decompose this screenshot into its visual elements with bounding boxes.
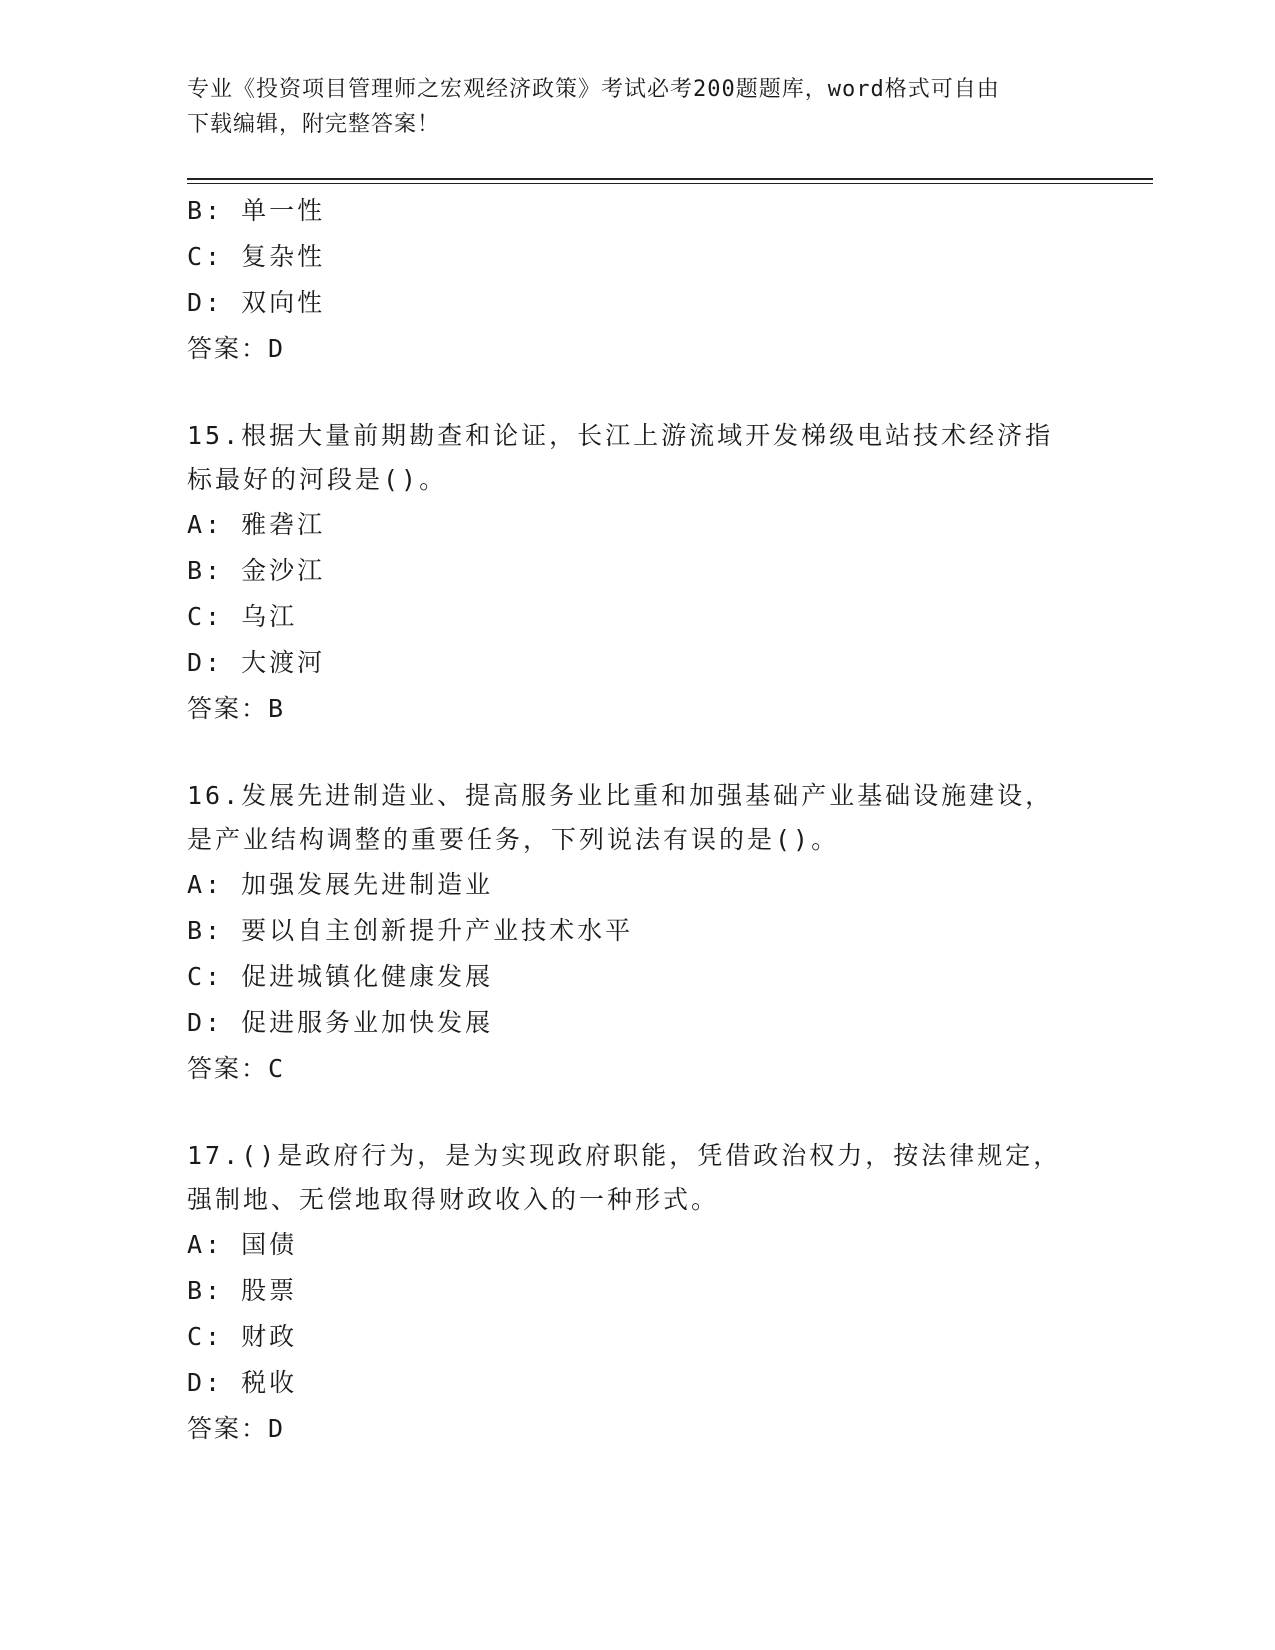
option-b: B: 金沙江	[187, 556, 326, 585]
question-block-16	[187, 774, 1087, 1092]
option-a: A: 雅砻江	[187, 510, 326, 539]
option-d: D: 税收	[187, 1368, 298, 1397]
answer-line: 答案：C	[187, 1054, 286, 1083]
option-d: D: 双向性	[187, 288, 326, 317]
answer-line: 答案：D	[187, 1414, 286, 1443]
spacer	[187, 372, 1087, 414]
question-block-15	[187, 414, 1087, 732]
spacer	[187, 1092, 1087, 1134]
option-c: C: 促进城镇化健康发展	[187, 962, 494, 991]
option-b: B: 股票	[187, 1276, 298, 1305]
option-b: B: 单一性	[187, 196, 326, 225]
option-c: C: 乌江	[187, 602, 298, 631]
question-block-continued	[187, 188, 1087, 372]
question-stem-line-1: 16.发展先进制造业、提高服务业比重和加强基础产业基础设施建设，	[187, 781, 1054, 810]
question-stem-line-2: 标最好的河段是()。	[187, 465, 448, 494]
header-line-2: 下载编辑，附完整答案！	[187, 112, 441, 137]
header-line-1: 专业《投资项目管理师之宏观经济政策》考试必考200题题库，word格式可自由	[187, 77, 1000, 102]
question-stem-line-2: 是产业结构调整的重要任务，下列说法有误的是()。	[187, 825, 840, 854]
question-stem-line-2: 强制地、无偿地取得财政收入的一种形式。	[187, 1185, 720, 1214]
option-a: A: 加强发展先进制造业	[187, 870, 494, 899]
option-a: A: 国债	[187, 1230, 298, 1259]
question-block-17	[187, 1134, 1087, 1452]
header-divider-thin	[187, 183, 1153, 184]
option-c: C: 财政	[187, 1322, 298, 1351]
option-d: D: 大渡河	[187, 648, 326, 677]
option-d: D: 促进服务业加快发展	[187, 1008, 494, 1037]
question-content	[187, 188, 1087, 1452]
option-c: C: 复杂性	[187, 242, 326, 271]
question-stem-line-1: 17.()是政府行为，是为实现政府职能，凭借政治权力，按法律规定，	[187, 1141, 1062, 1170]
answer-line: 答案：D	[187, 334, 286, 363]
header-divider-thick	[187, 178, 1153, 180]
option-b: B: 要以自主创新提升产业技术水平	[187, 916, 634, 945]
spacer	[187, 732, 1087, 774]
question-stem-line-1: 15.根据大量前期勘查和论证，长江上游流域开发梯级电站技术经济指	[187, 421, 1054, 450]
answer-line: 答案：B	[187, 694, 286, 723]
document-header	[187, 72, 1067, 142]
